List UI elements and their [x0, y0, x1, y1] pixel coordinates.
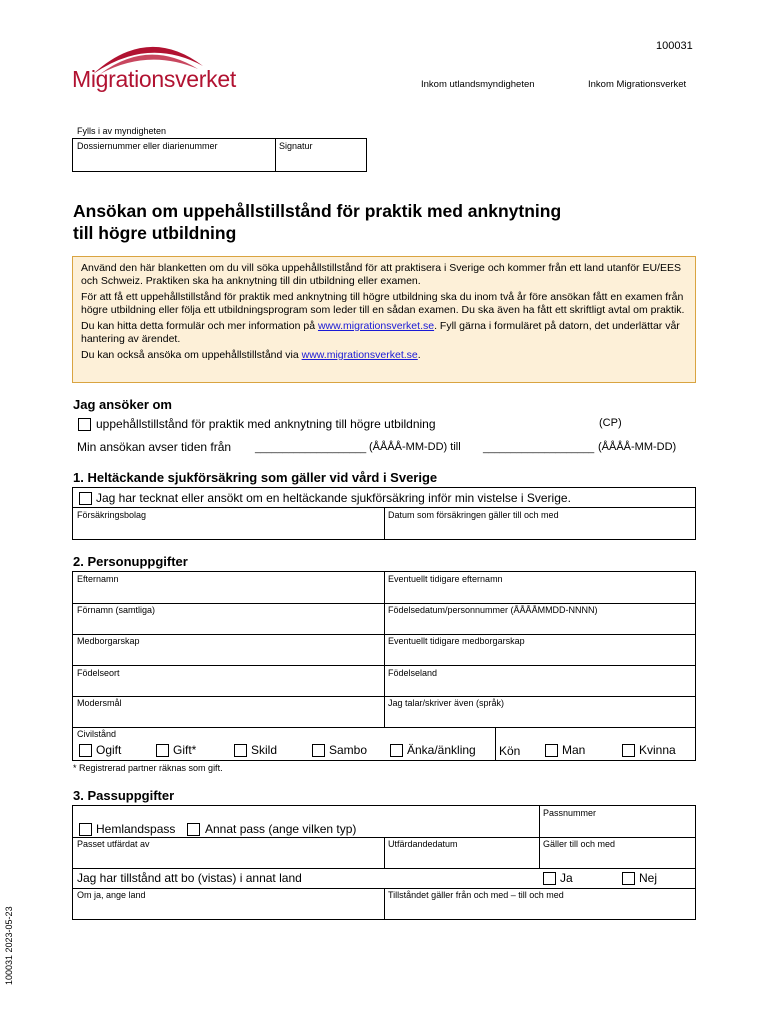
- info-paragraph: För att få ett uppehållstillstånd för praktik med anknytning till högre utbildning ska du inom två år före ansökan fått en examen från högre utbildning eller följa ett utbildningsprogram som leder till en sådan examen. Du ska även ha fått ett skriftligt avtal om praktik.: [81, 291, 685, 316]
- gender-checkbox-woman[interactable]: [622, 744, 635, 757]
- apply-heading: Jag ansöker om: [73, 397, 172, 412]
- civil-checkbox-ogift[interactable]: [79, 744, 92, 757]
- civil-option-label: Gift*: [173, 743, 197, 757]
- insurer-field[interactable]: Försäkringsbolag: [77, 510, 147, 520]
- prev-citizenship-field[interactable]: Eventuellt tidigare medborgarskap: [388, 636, 525, 646]
- apply-checkbox[interactable]: [78, 418, 91, 431]
- passport-table: [72, 805, 696, 920]
- divider: [384, 888, 385, 919]
- civil-checkbox-gift[interactable]: [156, 744, 169, 757]
- divider: [73, 603, 695, 604]
- permit-question: Jag har tillstånd att bo (vistas) i annat land: [77, 871, 302, 885]
- birthcountry-field[interactable]: Födelseland: [388, 668, 438, 678]
- issue-date-field[interactable]: Utfärdandedatum: [388, 839, 458, 849]
- permit-no-label: Nej: [639, 871, 658, 885]
- date-format: (ÅÅÅÅ-MM-DD): [598, 441, 677, 453]
- permit-no-checkbox[interactable]: [622, 872, 635, 885]
- issued-by-field[interactable]: Passet utfärdat av: [77, 839, 150, 849]
- info-text: . Fyll gärna i formuläret på datorn, det underlättar vår hantering av ärendet.: [81, 320, 680, 345]
- gender-option-label: Kvinna: [639, 743, 676, 757]
- info-paragraph: [81, 320, 687, 345]
- gender-label: Kön: [499, 744, 521, 758]
- civil-checkbox-widow[interactable]: [390, 744, 403, 757]
- divider: [384, 837, 385, 868]
- info-text: Du kan hitta detta formulär och mer information på: [81, 320, 318, 332]
- mother-tongue-field[interactable]: Modersmål: [77, 698, 122, 708]
- divider: [275, 139, 276, 171]
- title-line-1: Ansökan om uppehållstillstånd för praktik med anknytning: [73, 201, 562, 221]
- gender-checkbox-man[interactable]: [545, 744, 558, 757]
- section3-heading: 3. Passuppgifter: [73, 788, 175, 803]
- date-from-field[interactable]: ____________________: [255, 443, 367, 454]
- info-paragraph: Använd den här blanketten om du vill söka uppehållstillstånd för att praktisera i Sverige och kommer från ett land utanför EU/EES och Schweiz. Praktiken ska ha anknytning till din utbildning eller examen.: [81, 262, 681, 287]
- gender-option-label: Man: [562, 743, 586, 757]
- surname-field[interactable]: Efternamn: [77, 574, 119, 584]
- national-passport-checkbox[interactable]: [79, 823, 92, 836]
- permit-valid-field[interactable]: Tillståndet gäller från och med – till och med: [388, 890, 564, 900]
- info-box: [72, 256, 696, 383]
- apply-option-label: uppehållstillstånd för praktik med anknytning till högre utbildning: [96, 417, 436, 431]
- birthplace-field[interactable]: Födelseort: [77, 668, 120, 678]
- footnote: * Registrerad partner räknas som gift.: [73, 763, 223, 773]
- other-passport-label: Annat pass (ange vilken typ): [205, 822, 357, 836]
- section2-heading: 2. Personuppgifter: [73, 554, 188, 569]
- permit-yes-checkbox[interactable]: [543, 872, 556, 885]
- firstname-field[interactable]: Förnamn (samtliga): [77, 605, 156, 615]
- civil-option-label: Änka/änkling: [407, 743, 476, 757]
- website-link[interactable]: www.migrationsverket.se: [317, 320, 435, 332]
- divider: [495, 727, 496, 760]
- website-link[interactable]: www.migrationsverket.se: [301, 349, 418, 361]
- insurance-checkbox-label: Jag har tecknat eller ansökt om en heltäckande sjukförsäkring inför min vistelse i Sverige.: [96, 491, 571, 505]
- languages-field[interactable]: Jag talar/skriver även (språk): [388, 698, 505, 708]
- citizenship-field[interactable]: Medborgarskap: [77, 636, 140, 646]
- info-paragraph: [81, 349, 687, 362]
- national-passport-label: Hemlandspass: [96, 822, 176, 836]
- authority-note: Fylls i av myndigheten: [77, 126, 167, 136]
- signature-field[interactable]: Signatur: [279, 141, 313, 151]
- civil-checkbox-sambo[interactable]: [312, 744, 325, 757]
- civil-checkbox-skild[interactable]: [234, 744, 247, 757]
- logo-text: Migrationsverket: [72, 66, 236, 92]
- divider: [384, 572, 385, 727]
- date-format-till: (ÅÅÅÅ-MM-DD) till: [369, 441, 461, 453]
- date-to-field[interactable]: ____________________: [483, 443, 595, 454]
- divider: [73, 665, 695, 666]
- vertical-form-code: 100031 2023-05-23: [4, 906, 14, 985]
- civil-option-label: Sambo: [329, 743, 368, 757]
- info-text: .: [417, 349, 421, 361]
- authority-box: [72, 138, 367, 172]
- title-line-2: till högre utbildning: [73, 223, 237, 243]
- divider: [73, 727, 695, 728]
- divider: [73, 696, 695, 697]
- birthdate-field[interactable]: Födelsedatum/personnummer (ÅÅÅÅMMDD-NNNN): [388, 605, 598, 615]
- prev-surname-field[interactable]: Eventuellt tidigare efternamn: [388, 574, 503, 584]
- civil-option-label: Skild: [251, 743, 278, 757]
- permit-country-field[interactable]: Om ja, ange land: [77, 890, 146, 900]
- insurance-table: [72, 487, 696, 540]
- dossier-field[interactable]: Dossiernummer eller diarienummer: [77, 141, 218, 151]
- insurance-checkbox[interactable]: [79, 492, 92, 505]
- section1-heading: 1. Heltäckande sjukförsäkring som gäller vid vård i Sverige: [73, 470, 438, 485]
- divider: [73, 868, 695, 869]
- divider: [384, 507, 385, 539]
- other-passport-checkbox[interactable]: [187, 823, 200, 836]
- insurance-valid-field[interactable]: Datum som försäkringen gäller till och med: [388, 510, 559, 520]
- civil-option-label: Ogift: [96, 743, 122, 757]
- passport-number-field[interactable]: Passnummer: [543, 808, 597, 818]
- received-abroad-label: Inkom utlandsmyndigheten: [421, 79, 535, 90]
- divider: [73, 634, 695, 635]
- page-title: [73, 200, 693, 244]
- info-text: Du kan också ansöka om uppehållstillstånd via: [81, 349, 302, 361]
- period-label: Min ansökan avser tiden från: [77, 440, 232, 454]
- civil-status-label: Civilstånd: [77, 729, 117, 739]
- permit-yes-label: Ja: [560, 871, 573, 885]
- personal-table: [72, 571, 696, 761]
- form-number: 100031: [656, 40, 693, 52]
- apply-code: (CP): [599, 417, 622, 429]
- received-agency-label: Inkom Migrationsverket: [588, 79, 687, 90]
- passport-valid-field[interactable]: Gäller till och med: [543, 839, 616, 849]
